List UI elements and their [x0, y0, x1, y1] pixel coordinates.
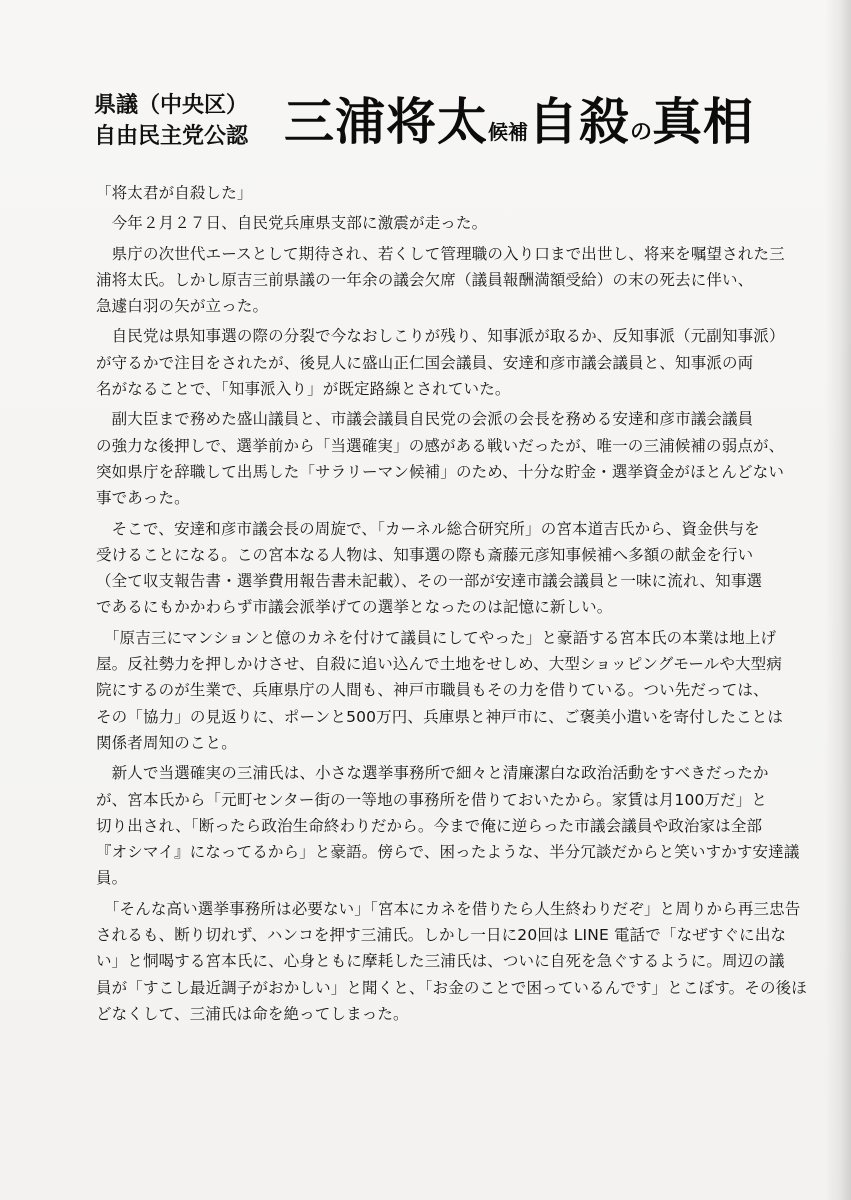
text-line: い」と恫喝する宮本氏に、心身ともに摩耗した三浦氏は、ついに自死を急ぐするように。周辺の議 — [96, 952, 785, 971]
text-line: 員が「すこし最近調子がおかしい」と聞くと、「お金のことで困っているんです」とこぼす。その後ほ — [96, 978, 807, 997]
paragraph — [96, 516, 763, 621]
paragraph — [96, 241, 785, 320]
paragraph — [96, 760, 800, 891]
text-line: 受けることになる。この宮本なる人物は、知事選の際も斎藤元彦知事候補へ多額の献金を行い — [96, 545, 754, 564]
text-line: 急遽白羽の矢が立った。 — [96, 297, 269, 316]
text-line: 屋。反社勢力を押しかけさせ、自殺に追い込んで土地をせしめ、大型ショッピングモールや大型病 — [96, 655, 782, 674]
scan-edge-shadow — [825, 0, 851, 1200]
text-line: 新人で当選確実の三浦氏は、小さな選挙事務所で細々と清廉潔白な政治活動をすべきだったか — [96, 764, 769, 783]
text-line: 切り出され、「断ったら政治生命終わりだから。今まで俺に逆らった市議会議員や政治家は全部 — [96, 816, 763, 835]
paragraph — [96, 406, 785, 511]
article-body — [96, 180, 807, 1031]
paragraph-gap — [96, 1027, 746, 1031]
paragraph — [96, 210, 746, 236]
headline-truth: 真相 — [652, 93, 755, 151]
text-line: 自民党は県知事選の際の分裂で今なおしこりが残り、知事派が取るか、反知事派（元副知事派） — [96, 327, 785, 346]
text-line: されるも、断り切れず、ハンコを押す三浦氏。しかし一日に20回は LINE 電話で「なぜすぐに出な — [96, 926, 787, 945]
text-line: 「原吉三にマンションと億のカネを付けて議員にしてやった」と豪語する宮本氏の本業は地上げ — [96, 628, 777, 647]
text-line: その「協力」の見返りに、ポーンと500万円、兵庫県と神戸市に、ご褒美小遣いを寄付したことは — [96, 707, 784, 726]
party-line-endorsement: 自由民主党公認 — [94, 124, 249, 149]
paragraph — [96, 323, 785, 402]
text-line: 「そんな高い選挙事務所は必要ない」「宮本にカネを借りたら人生終わりだぞ」と周りから再三忠告 — [96, 899, 801, 918]
party-affiliation — [94, 90, 284, 152]
headline — [284, 88, 754, 167]
text-line: （全て収支報告書・選挙費用報告書未記載）、その一部が安達市議会議員と一味に流れ、知事選 — [96, 572, 763, 591]
text-line: 浦将太氏。しかし原吉三前県議の一年余の議会欠席（議員報酬満額受給）の末の死去に伴い、 — [96, 270, 754, 289]
text-line: そこで、安達和彦市議会長の周旋で、「カーネル総合研究所」の宮本道吉氏から、資金供与を — [96, 519, 760, 538]
text-line: であるにもかかわらず市議会派挙げての選挙となったのは記憶に新しい。 — [96, 598, 613, 617]
paragraph — [96, 625, 784, 756]
text-line: 関係者周知のこと。 — [96, 733, 237, 752]
headline-candidate: 候補 — [488, 120, 528, 144]
headline-particle: の — [630, 120, 653, 145]
text-line: 突如県庁を辞職して出馬した「サラリーマン候補」のため、十分な貯金・選挙資金がほとんどない — [96, 462, 784, 481]
text-line: 「将太君が自殺した」 — [96, 184, 253, 202]
text-line: の強力な後押しで、選挙前から「当選確実」の感がある戦いだったが、唯一の三浦候補の弱点が、 — [96, 436, 785, 455]
text-line: どなくして、三浦氏は命を絶ってしまった。 — [96, 1004, 409, 1023]
text-line: が、宮本氏から「元町センター街の一等地の事務所を借りておいたから。家賃は月100万だ」と — [96, 790, 768, 809]
text-line: 『オシマイ』になってるから」と豪語。傍らで、困ったような、半分冗談だからと笑いすかす安達議 — [96, 843, 800, 862]
paragraph — [96, 896, 807, 1027]
text-line: 員。 — [96, 869, 128, 888]
headline-name: 三浦将太 — [284, 93, 488, 151]
text-line: 事であった。 — [96, 489, 190, 508]
text-line: 副大臣まで務めた盛山議員と、市議会議員自民党の会派の会長を務める安達和彦市議会議員 — [96, 410, 754, 429]
paragraph — [96, 180, 746, 206]
headline-suicide: 自殺 — [528, 93, 630, 151]
text-line: 今年２月２７日、自民党兵庫県支部に激震が走った。 — [96, 214, 488, 233]
party-line-district: 県議（中央区） — [94, 93, 249, 118]
document-header — [94, 90, 794, 160]
text-line: が守るかで注目をされたが、後見人に盛山正仁国会議員、安達和彦市議会議員と、知事派の両 — [96, 353, 754, 372]
text-line: 県庁の次世代エースとして期待され、若くして管理職の入り口まで出世し、将来を嘱望された三 — [96, 244, 785, 263]
text-line: 院にするのが生業で、兵庫県庁の人間も、神戸市職員もその力を借りている。つい先だっては、 — [96, 681, 769, 700]
text-line: 名がなることで、「知事派入り」が既定路線とされていた。 — [96, 380, 511, 399]
